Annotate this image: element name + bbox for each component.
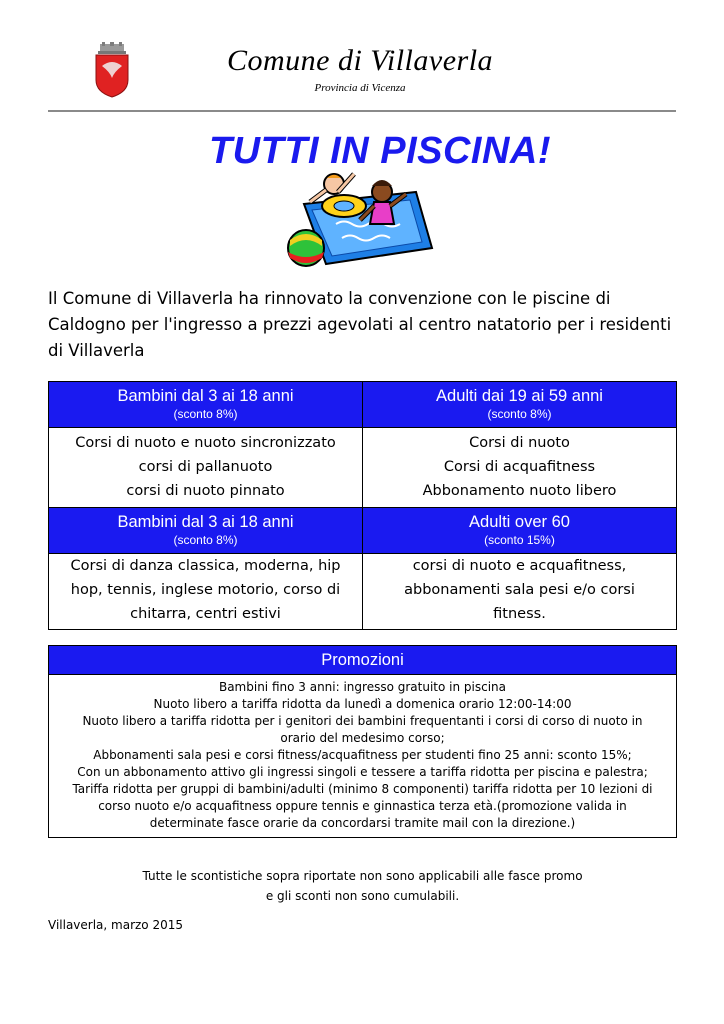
promotions-title: Promozioni [49, 646, 677, 675]
category-title: Adulti dai 19 ai 59 anni [436, 387, 603, 405]
note-line: e gli sconti non sono cumulabili. [265, 889, 460, 903]
header-cell-children [49, 382, 363, 428]
disclaimer-note [48, 866, 677, 906]
category-title: Adulti over 60 [469, 513, 570, 531]
discount-label: (sconto 8%) [487, 407, 552, 421]
course-item: Corsi di acquafitness [443, 459, 596, 475]
activity-item: chitarra, centri estivi [130, 606, 281, 622]
course-item: corsi di pallanuoto [138, 459, 273, 475]
promotions-table [48, 645, 677, 838]
activity-list-seniors [363, 554, 677, 630]
town-subtitle: Provincia di Vicenza [314, 82, 406, 94]
note-line: Tutte le scontistiche sopra riportate non sono applicabili alle fasce promo [142, 869, 583, 883]
activity-item: abbonamenti sala pesi e/o corsi [404, 582, 635, 598]
category-title: Bambini dal 3 ai 18 anni [117, 513, 294, 531]
promo-line: corso nuoto e/o acquafitness oppure tennis e ginnastica terza età.(promozione valida in [98, 799, 627, 813]
header-cell-seniors [363, 508, 677, 554]
promo-line: orario del medesimo corso; [280, 731, 445, 745]
course-item: Abbonamento nuoto libero [422, 483, 617, 499]
activity-item: fitness. [493, 606, 546, 622]
discount-label: (sconto 15%) [484, 533, 555, 547]
header-cell-adults [363, 382, 677, 428]
promo-line: Tariffa ridotta per gruppi di bambini/adulti (minimo 8 componenti) tariffa ridotta per 10 lezioni di [72, 782, 653, 796]
town-title: Comune di Villaverla [226, 44, 494, 77]
dateline: Villaverla, marzo 2015 [48, 918, 184, 932]
course-item: corsi di nuoto pinnato [126, 483, 285, 499]
course-item: Corsi di nuoto e nuoto sincronizzato [75, 435, 336, 451]
category-title: Bambini dal 3 ai 18 anni [117, 387, 294, 405]
promo-line: Nuoto libero a tariffa ridotta per i genitori dei bambini frequentanti i corsi di corso di nuoto in [82, 714, 643, 728]
promo-line: determinate fasce orarie da concordarsi tramite mail con la direzione.) [149, 816, 576, 830]
promo-line: Con un abbonamento attivo gli ingressi singoli e tessere a tariffa ridotta per piscina e palestra; [77, 765, 648, 779]
course-list-children [49, 428, 363, 508]
headline: TUTTI IN PISCINA! [208, 130, 552, 172]
discount-label: (sconto 8%) [173, 533, 238, 547]
header-divider [48, 110, 676, 112]
discount-label: (sconto 8%) [173, 407, 238, 421]
promo-line: Bambini fino 3 anni: ingresso gratuito in piscina [218, 680, 507, 694]
course-list-adults [363, 428, 677, 508]
promotions-body [49, 675, 677, 838]
activity-item: corsi di nuoto e acquafitness, [412, 558, 627, 574]
activity-item: hop, tennis, inglese motorio, corso di [70, 582, 341, 598]
swimming-pool-clipart-icon [276, 168, 436, 276]
intro-paragraph: Il Comune di Villaverla ha rinnovato la convenzione con le piscine di Caldogno per l'ingresso a prezzi agevolati al centro natatorio per i residenti di Villaverla [48, 289, 672, 360]
header-cell-children [49, 508, 363, 554]
promo-line: Nuoto libero a tariffa ridotta da lunedì a domenica orario 12:00-14:00 [153, 697, 572, 711]
course-item: Corsi di nuoto [469, 435, 570, 451]
activity-list-children [49, 554, 363, 630]
promo-line: Abbonamenti sala pesi e corsi fitness/acquafitness per studenti fino 25 anni: sconto 15%; [93, 748, 632, 762]
pricing-table [48, 381, 677, 630]
activity-item: Corsi di danza classica, moderna, hip [70, 558, 341, 574]
coat-of-arms-icon [92, 42, 132, 98]
